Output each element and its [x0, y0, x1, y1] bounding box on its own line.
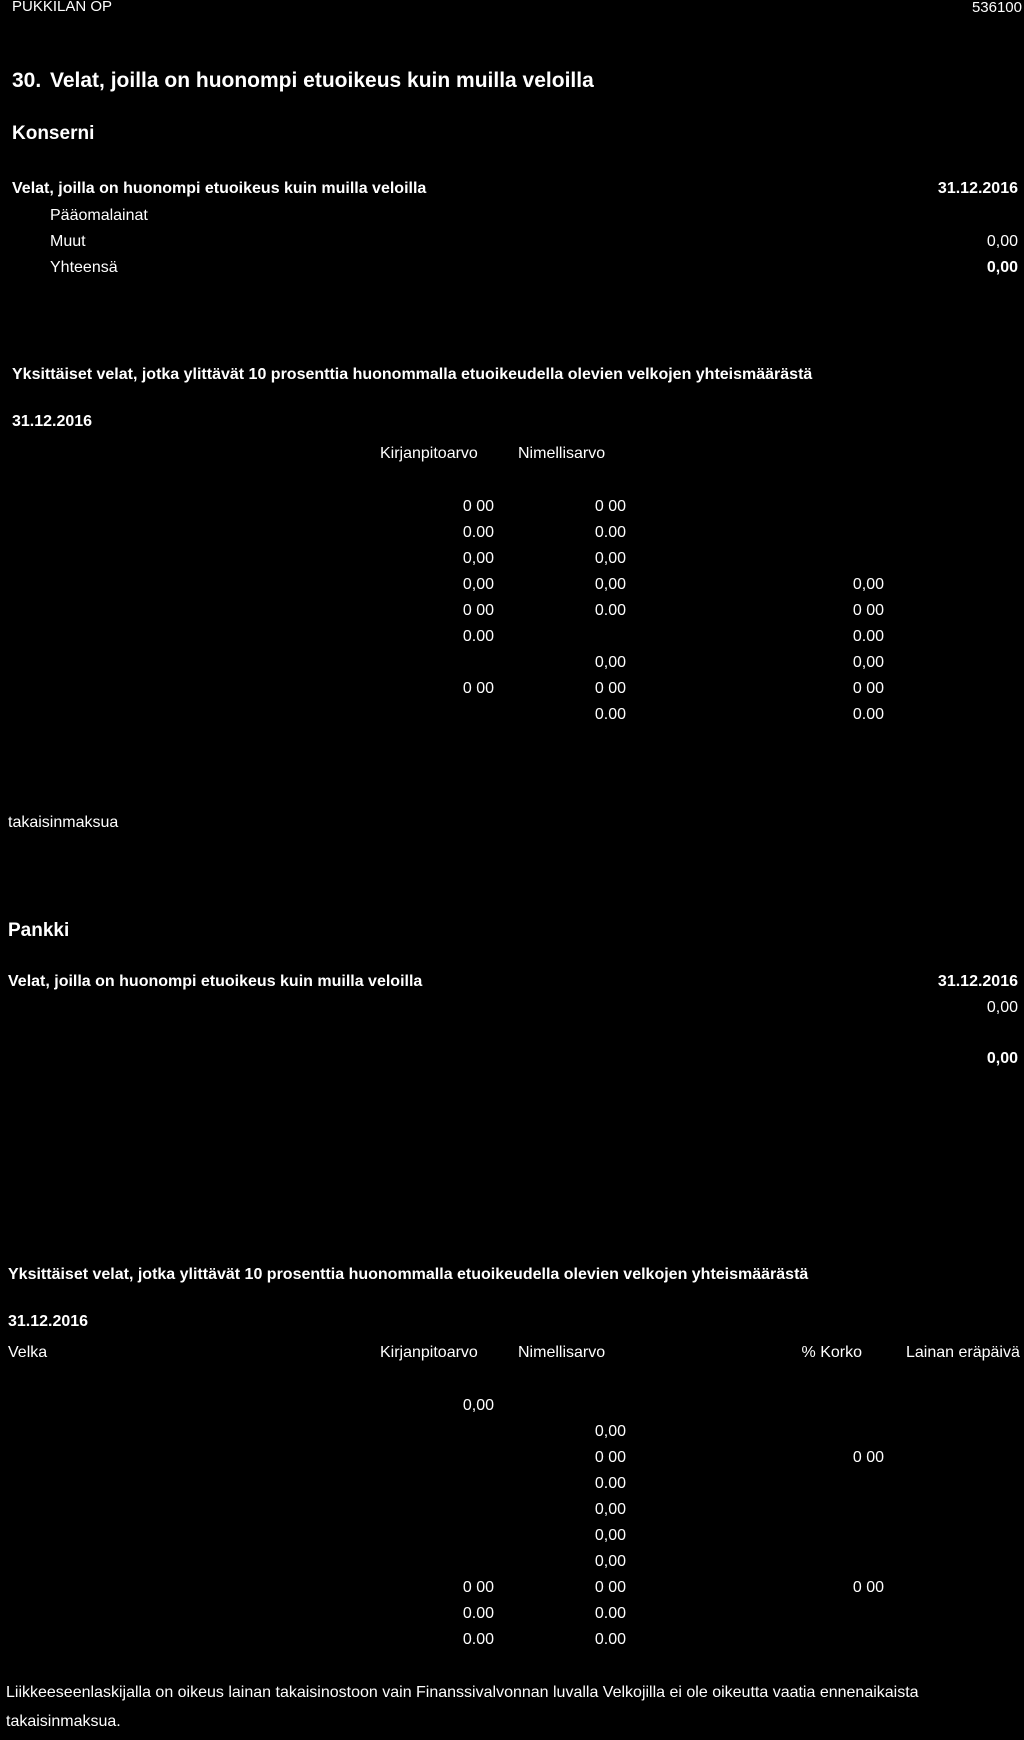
konserni-trailing-text: takaisinmaksua — [8, 814, 119, 831]
table-cell: 0,00 — [594, 550, 626, 567]
table-cell: 0 00 — [852, 680, 884, 697]
konserni-date: 31.12.2016 — [937, 180, 1018, 197]
table-cell: 0 00 — [594, 1579, 626, 1596]
konserni-row-label: Muut — [50, 233, 86, 250]
table-cell: 0,00 — [852, 654, 884, 671]
table-cell: 0 00 — [594, 680, 626, 697]
table-cell: 0,00 — [462, 550, 494, 567]
table-cell: 0,00 — [594, 1501, 626, 1518]
table-cell: 0.00 — [852, 706, 884, 723]
pankki-total-value: 0,00 — [986, 1050, 1018, 1067]
table-cell: 0.00 — [594, 706, 626, 723]
table-cell: 0.00 — [594, 1475, 626, 1492]
note-title: Velat, joilla on huonompi etuoikeus kuin muilla veloilla — [50, 69, 594, 92]
pankki-value: 0,00 — [986, 999, 1018, 1016]
pankki-detail-date: 31.12.2016 — [8, 1313, 89, 1330]
table-cell: 0 00 — [462, 1579, 494, 1596]
table-cell: 0,00 — [594, 1423, 626, 1440]
table-cell: 0.00 — [462, 524, 494, 541]
pankki-col-kirjanpitoarvo: Kirjanpitoarvo — [380, 1344, 478, 1361]
table-cell: 0.00 — [594, 1631, 626, 1648]
konserni-col-kirjanpitoarvo: Kirjanpitoarvo — [380, 445, 478, 462]
konserni-detail-date: 31.12.2016 — [12, 413, 93, 430]
pankki-detail-heading: Yksittäiset velat, jotka ylittävät 10 prosenttia huonommalla etuoikeudella olevien velkojen yhteismäärästä — [8, 1266, 809, 1283]
table-cell: 0.00 — [462, 1605, 494, 1622]
table-cell: 0 00 — [462, 498, 494, 515]
konserni-summary-label: Velat, joilla on huonompi etuoikeus kuin muilla veloilla — [12, 180, 427, 197]
header-entity-name: PUKKILAN OP — [12, 0, 113, 15]
konserni-heading: Konserni — [12, 123, 95, 144]
konserni-total-value: 0,00 — [986, 259, 1018, 276]
note-number: 30. — [12, 69, 42, 92]
table-cell: 0,00 — [462, 576, 494, 593]
table-cell: 0 00 — [594, 498, 626, 515]
header-entity-code: 536100 — [971, 0, 1022, 16]
pankki-summary-label: Velat, joilla on huonompi etuoikeus kuin muilla veloilla — [8, 973, 423, 990]
table-cell: 0,00 — [594, 654, 626, 671]
table-cell: 0 00 — [594, 1449, 626, 1466]
table-cell: 0,00 — [594, 576, 626, 593]
pankki-col-nimellisarvo: Nimellisarvo — [518, 1344, 606, 1361]
konserni-row-label: Pääomalainat — [50, 207, 148, 224]
table-cell: 0,00 — [594, 1553, 626, 1570]
table-cell: 0 00 — [462, 602, 494, 619]
table-cell: 0 00 — [852, 1579, 884, 1596]
konserni-col-nimellisarvo: Nimellisarvo — [518, 445, 606, 462]
table-cell: 0,00 — [462, 1397, 494, 1414]
pankki-date: 31.12.2016 — [937, 973, 1018, 990]
table-cell: 0 00 — [462, 680, 494, 697]
table-cell: 0.00 — [594, 1605, 626, 1622]
table-cell: 0.00 — [594, 524, 626, 541]
table-cell: 0.00 — [462, 628, 494, 645]
konserni-row-value: 0,00 — [986, 233, 1018, 250]
table-cell: 0.00 — [462, 1631, 494, 1648]
konserni-total-label: Yhteensä — [50, 259, 118, 276]
table-cell: 0.00 — [594, 602, 626, 619]
table-cell: 0.00 — [852, 628, 884, 645]
pankki-col-erapaiva: Lainan eräpäivä — [906, 1344, 1020, 1361]
table-cell: 0,00 — [594, 1527, 626, 1544]
table-cell: 0 00 — [852, 602, 884, 619]
footer-note-line-1: Liikkeeseenlaskijalla on oikeus lainan takaisinostoon vain Finanssivalvonnan luvalla Velkojilla ei ole oikeutta vaatia ennenaikaista — [6, 1684, 919, 1701]
konserni-detail-heading: Yksittäiset velat, jotka ylittävät 10 prosenttia huonommalla etuoikeudella olevien velkojen yhteismäärästä — [12, 366, 813, 383]
pankki-heading: Pankki — [8, 920, 70, 941]
table-cell: 0,00 — [852, 576, 884, 593]
footer-note-line-2: takaisinmaksua. — [6, 1713, 121, 1730]
pankki-col-velka: Velka — [8, 1344, 48, 1361]
table-cell: 0 00 — [852, 1449, 884, 1466]
